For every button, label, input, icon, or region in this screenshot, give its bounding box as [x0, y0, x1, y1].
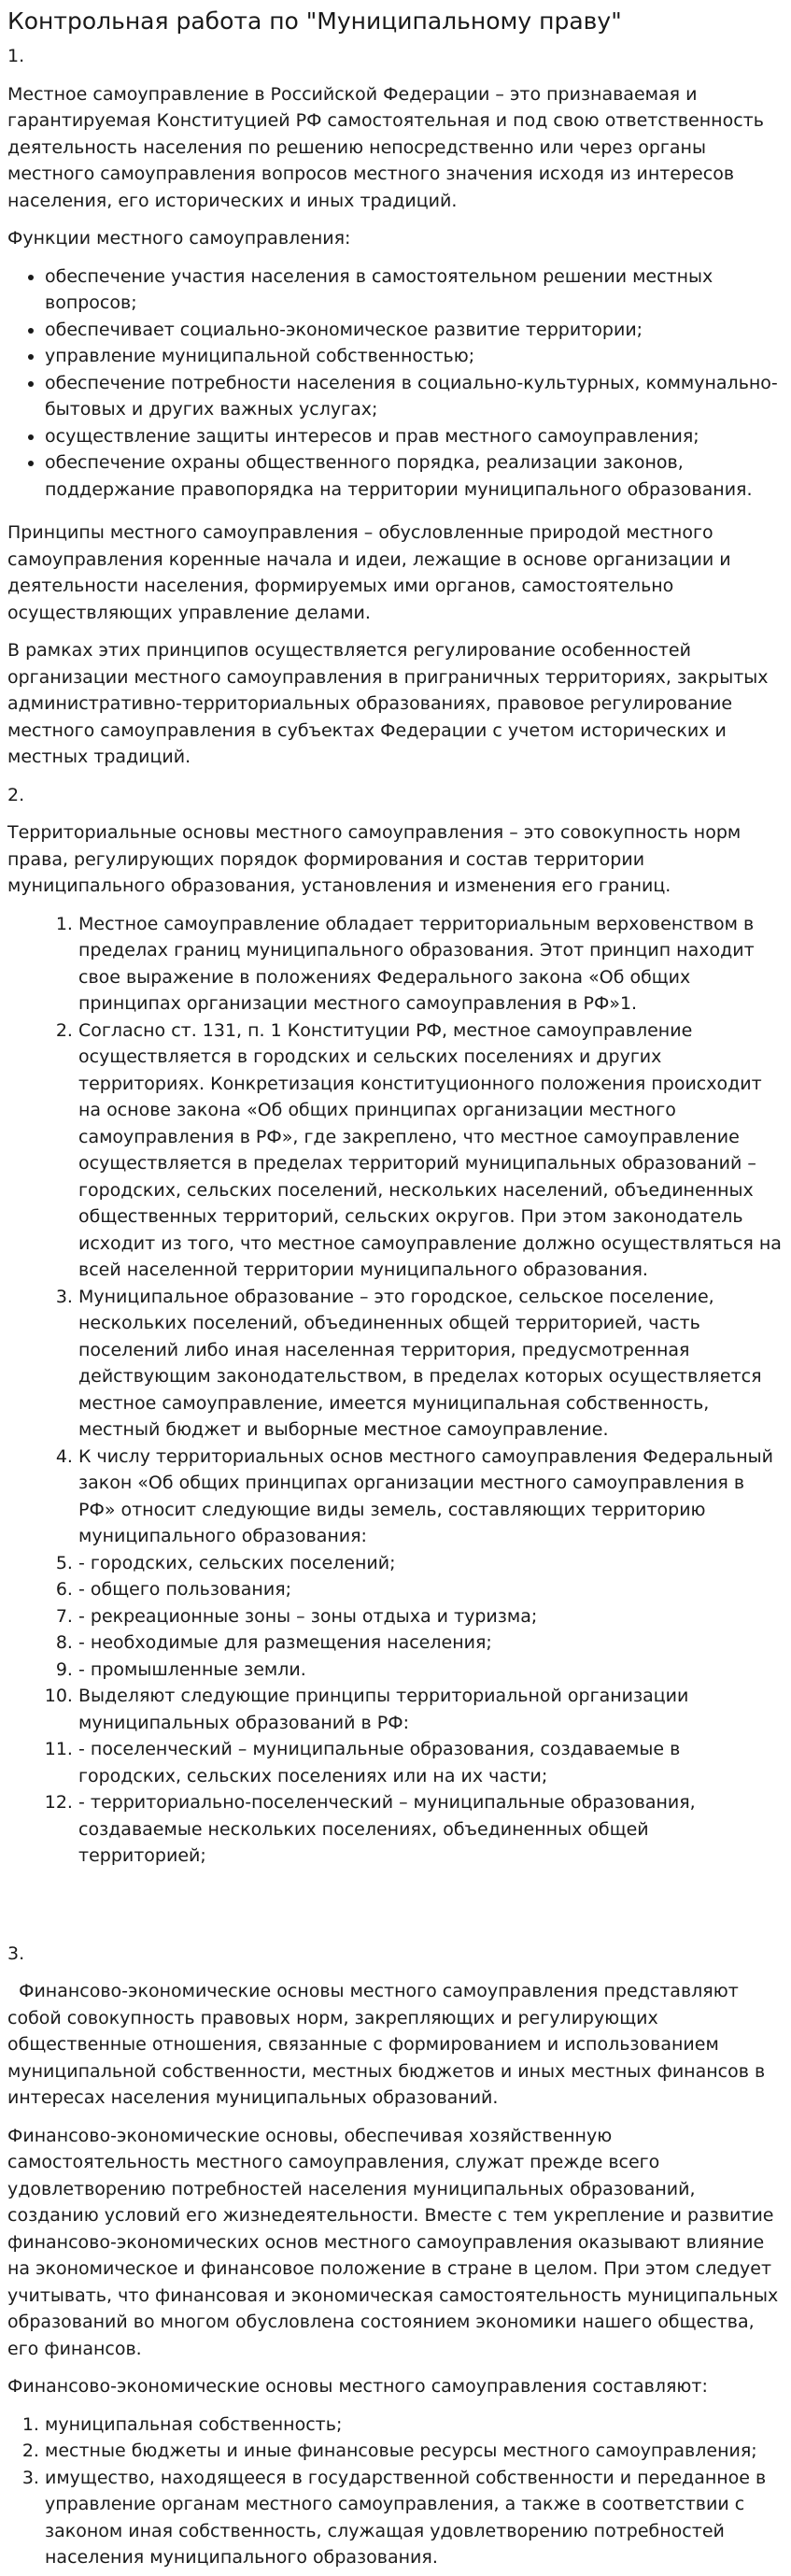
- list-item: • обеспечение участия населения в самостоятельном решении местных вопросов;: [45, 263, 782, 317]
- list-item: • осуществление защиты интересов и прав местного самоуправления;: [45, 423, 782, 450]
- list-item: 2. Согласно ст. 131, п. 1 Конституции РФ, местное самоуправление осуществляется в городских и сельских поселениях и других территориях. Конкретизация конституционного положения происходит на основе закона «Об общих принципах организации местного самоуправления в РФ», где закреплено, что местное самоуправление осуществляется в пределах территорий муниципальных образований – городских, сельских поселений, нескольких населений, объединенных общественных территорий, сельских округов. При этом законодатель исходит из того, что местное самоуправление должно осуществляться на всей населенной территории муниципального образования.: [78, 1018, 782, 1284]
- functions-heading: Функции местного самоуправления:: [7, 228, 351, 249]
- section-1-intro: Местное самоуправление в Российской Федерации – это признаваемая и гарантируемая Конституцией РФ самостоятельная и под свою ответственность деятельность населения по решению непосредственно или через органы местного самоуправления вопросов местного значения исходя из интересов населения, его исторических и иных традиций.: [7, 83, 764, 211]
- territorial-list: [7, 911, 782, 1870]
- list-item: 2. местные бюджеты и иные финансовые ресурсы местного самоуправления;: [45, 2438, 782, 2465]
- section-3: [7, 1941, 782, 2571]
- section-number: 2.: [7, 784, 25, 805]
- section-number: 3.: [7, 1943, 25, 1964]
- section-2: [7, 782, 782, 1870]
- list-item: 1. Местное самоуправление обладает территориальным верховенством в пределах границ муниципального образования. Этот принцип находит свое выражение в положениях Федерального закона «Об общих принципах организации местного самоуправления в РФ»1.: [78, 911, 782, 1018]
- list-item: 3. имущество, находящееся в государственной собственности и переданное в управление органам местного самоуправления, а также в соответствии с законом иная собственность, служащая удовлетворению потребностей населения муниципального образования.: [45, 2465, 782, 2571]
- list-item: • обеспечение потребности населения в социально-культурных, коммунально-бытовых и других важных услугах;: [45, 370, 782, 423]
- list-item: 4. К числу территориальных основ местного самоуправления Федеральный закон «Об общих принципах организации местного самоуправления в РФ» относит следующие виды земель, составляющих территорию муниципального образования:: [78, 1444, 782, 1550]
- principles-paragraph: Принципы местного самоуправления – обусловленные природой местного самоуправления коренные начала и идеи, лежащие в основе организации и деятельности населения, формируемых ими органов, самостоятельно осуществляющих управление делами.: [7, 522, 731, 623]
- list-item: 3. Муниципальное образование – это городское, сельское поселение, нескольких поселений, объединенных общей территорией, часть поселений либо иная населенная территория, предусмотренная действующим законодательством, в пределах которых осуществляется местное самоуправление, имеется муниципальная собственность, местный бюджет и выборные местное самоуправление.: [78, 1284, 782, 1444]
- list-item: 10. Выделяют следующие принципы территориальной организации муниципальных образований в РФ:: [78, 1683, 782, 1736]
- list-item: 1. муниципальная собственность;: [45, 2412, 782, 2439]
- functions-list: [7, 263, 782, 504]
- list-item: 5. - городских, сельских поселений;: [78, 1550, 782, 1577]
- section-3-intro: Финансово-экономические основы местного самоуправления представляют собой совокупность правовых норм, закрепляющих и регулирующих общественные отношения, связанные с формированием и использованием муниципальной собственности, местных бюджетов и иных местных финансов в интересах населения муниципальных образований.: [7, 1981, 771, 2108]
- list-item: • управление муниципальной собственностью;: [45, 343, 782, 370]
- list-item: 6. - общего пользования;: [78, 1576, 782, 1603]
- list-item: 7. - рекреационные зоны – зоны отдыха и туризма;: [78, 1603, 782, 1630]
- section-2-intro: Территориальные основы местного самоуправления – это совокупность норм права, регулирующих порядок формирования и состав территории муниципального образования, установления и изменения его границ.: [7, 822, 742, 896]
- section-1: [7, 43, 782, 771]
- list-item: • обеспечение охраны общественного порядка, реализации законов, поддержание правопорядка на территории муниципального образования.: [45, 449, 782, 503]
- document-title: Контрольная работа по "Муниципальному праву": [7, 7, 622, 35]
- components-heading: Финансово-экономические основы местного самоуправления составляют:: [7, 2376, 708, 2397]
- list-item: • обеспечивает социально-экономическое развитие территории;: [45, 317, 782, 344]
- components-list: [7, 2412, 782, 2571]
- list-item: 12. - территориально-поселенческий – муниципальные образования, создаваемые нескольких поселениях, объединенных общей территорией;: [78, 1789, 782, 1870]
- section-3-body: Финансово-экономические основы, обеспечивая хозяйственную самостоятельность местного самоуправления, служат прежде всего удовлетворению потребностей населения муниципальных образований, созданию условий его жизнедеятельности. Вместе с тем укрепление и развитие финансово-экономических основ местного самоуправления оказывают влияние на экономическое и финансовое положение в стране в целом. При этом следует учитывать, что финансовая и экономическая самостоятельность муниципальных образований во многом обусловлена состоянием экономики нашего общества, его финансов.: [7, 2125, 779, 2359]
- section-number: 1.: [7, 46, 25, 66]
- list-item: 9. - промышленные земли.: [78, 1657, 782, 1684]
- list-item: 11. - поселенческий – муниципальные образования, создаваемые в городских, сельских поселениях или на их части;: [78, 1736, 782, 1789]
- list-item: 8. - необходимые для размещения населения;: [78, 1630, 782, 1657]
- regulation-paragraph: В рамках этих принципов осуществляется регулирование особенностей организации местного самоуправления в приграничных территориях, закрытых административно-территориальных образованиях, правовое регулирование местного самоуправления в субъектах Федерации с учетом исторических и местных традиций.: [7, 640, 769, 767]
- blank-space: [7, 1886, 782, 1941]
